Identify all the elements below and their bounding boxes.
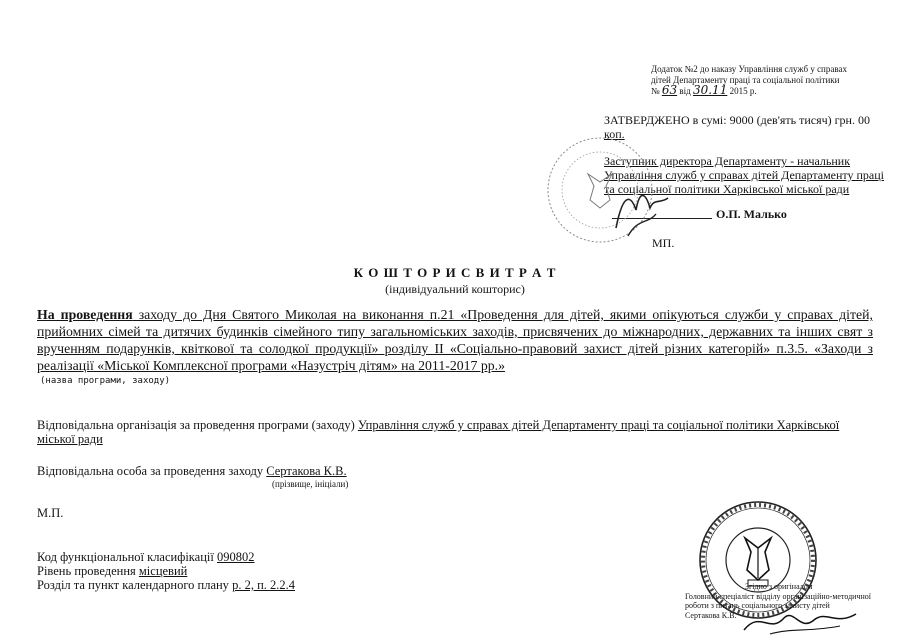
top-stamp-icon (528, 128, 678, 248)
annex-line-2: дітей Департаменту праці та соціальної політики (651, 74, 840, 85)
func-code-value: 090802 (217, 550, 255, 564)
cert-line-2: Головний спеціаліст відділу організаційно-методичної (685, 591, 871, 601)
purpose-caption: (назва програми, заходу) (40, 376, 171, 386)
purpose-text: заходу до Дня Святого Миколая на виконання п.21 «Проведення для дітей, якими опікуються служби у справах дітей, прийомних сімей та дитячих будинків сімейного типу загальноміських заходів, присвячених до міжнародних, державних та інших свят з врученням подарунків, квіткової та солодкої продукції» розділу ІІ «Соціально-правовий захист дітей різних категорій» п.3.5. «Заходи з реалізації «Міської Комплексної програми «Назустріч дітям» на 2011-2017 рр.» (37, 307, 873, 373)
doc-subtitle: (індивідуальний кошторис) (385, 282, 525, 296)
annex-no-prefix: № (651, 86, 660, 96)
org-value: Управління служб у справах дітей Департаменту праці та соціальної політики Харківської (357, 418, 840, 432)
section-line (37, 578, 295, 593)
cert-line-3: роботи з питань соціального захисту дітей (685, 601, 830, 610)
person-value: Сертакова К.В. (266, 464, 347, 478)
approval-position-3: та соціальної політики Харківської міської ради (604, 182, 850, 196)
approval-mp: МП. (652, 236, 675, 250)
section-value: р. 2, п. 2.2.4 (232, 578, 296, 592)
cert-line-4: Сертакова К.В. (685, 610, 737, 620)
approval-line-1: ЗАТВЕРДЖЕНО в сумі: 9000 (дев'ять тисяч) грн. 00 (604, 113, 870, 127)
org-value-cont: міської ради (37, 432, 103, 446)
level-line (37, 564, 187, 579)
bottom-signature-icon (740, 604, 860, 640)
annex-line-1: Додаток №2 до наказу Управління служб у справах (651, 64, 847, 74)
annex-date-value: 30.11 (692, 83, 728, 97)
purpose-paragraph (37, 306, 873, 374)
annex-no-value: 63 (661, 83, 678, 97)
level-value: місцевий (138, 564, 188, 578)
person-line (37, 464, 347, 479)
org-label: Відповідальна організація за проведення програми (заходу) (37, 418, 358, 432)
func-code-line (37, 550, 255, 565)
person-caption: (прізвище, ініціали) (272, 479, 349, 489)
person-label: Відповідальна особа за проведення заходу (37, 464, 267, 478)
level-label: Рівень проведення (37, 564, 139, 578)
approval-line-2: коп. (604, 127, 625, 141)
annex-line-3 (651, 85, 847, 97)
approval-position-2: Управління служб у справах дітей Департаменту праці (604, 168, 885, 182)
annex-year: 2015 р. (729, 86, 757, 96)
approval-signer: О.П. Малько (716, 207, 787, 221)
org-line (37, 418, 839, 433)
func-code-label: Код функціональної класифікації (37, 550, 217, 564)
purpose-lead: На проведення (37, 307, 133, 322)
doc-title: К О Ш Т О Р И С В И Т Р А Т (353, 265, 557, 280)
annex-date-prefix: від (679, 86, 691, 96)
section-label: Розділ та пункт календарного плану (37, 578, 233, 592)
approval-position-1: Заступник директора Департаменту - начальник (604, 154, 851, 168)
cert-line-1: Згідно з оригіналом (745, 582, 813, 591)
annex-block (651, 64, 847, 97)
mp-label: М.П. (37, 506, 64, 520)
